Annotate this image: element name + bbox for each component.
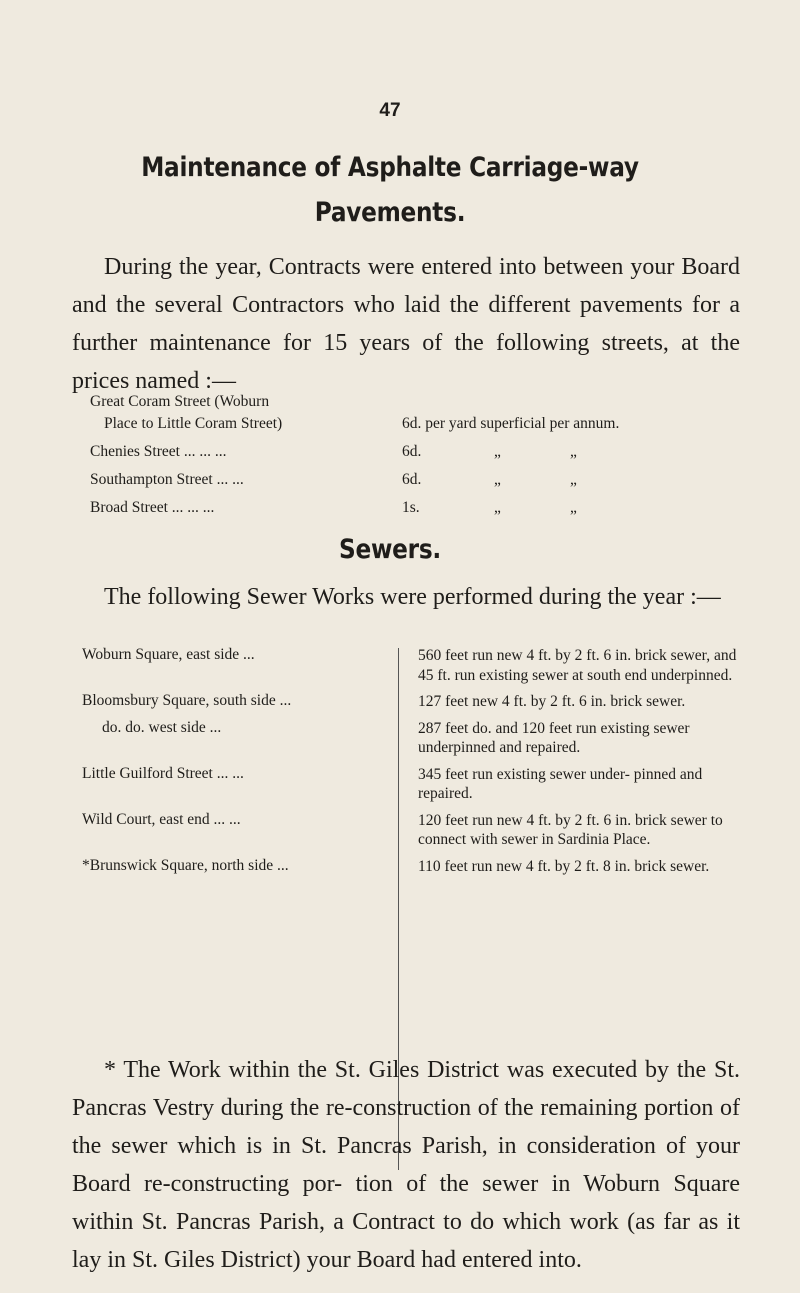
section-title-line-1: Maintenance of Asphalte Carriage-way [141,152,639,183]
price-row [90,415,770,443]
sewer-location: Little Guilford Street ... ... [82,764,244,782]
sewers-intro-text: The following Sewer Works were performed during the year :— [104,584,721,610]
price-value: 1s. [402,499,420,516]
sewer-works-table [72,646,752,883]
sewer-description: 287 feet do. and 120 feet run existing sewer underpinned and repaired. [418,719,690,756]
sewer-row [72,811,752,857]
price-value: 6d. [402,471,422,488]
section-title-line-2: Pavements. [314,197,466,228]
intro-paragraph-text: During the year, Contracts were entered into between your Board and the several Contractors who laid the different pavements for a further maintenance for 15 years of the following streets, at the prices named :— [72,254,740,394]
sewer-location: Woburn Square, east side ... [82,646,255,663]
price-street: Chenies Street ... ... ... [90,443,227,460]
sewers-heading: Sewers. [339,534,441,565]
sewer-description: 110 feet run new 4 ft. by 2 ft. 8 in. brick sewer. [418,857,710,875]
price-row [90,471,770,499]
footnote-paragraph [72,1051,740,1279]
sewer-row [72,646,752,692]
sewer-row [72,719,752,765]
page-number: 47 [379,100,401,121]
ditto-mark: „ [570,443,577,460]
sewers-intro [72,578,740,616]
price-row [90,443,770,471]
price-street: Broad Street ... ... ... [90,499,215,516]
price-list [90,393,770,527]
footnote-text: * The Work within the St. Giles District was executed by the St. Pancras Vestry during the re-construction of the remaining portion of the sewer which is in St. Pancras Parish, in consideration of your Board re-constructing por- tion of the sewer in Woburn Square within St. Pancras Parish, a Contract to do which work (as far as it lay in St. Giles District) your Board had entered into. [72,1057,740,1273]
sewer-location: *Brunswick Square, north side ... [82,856,289,874]
sewer-location: Wild Court, east end ... ... [82,810,241,828]
ditto-mark: „ [494,499,501,516]
sewer-description: 345 feet run existing sewer under- pinned and repaired. [418,765,703,802]
ditto-mark: „ [494,471,501,488]
sewer-row [72,765,752,811]
sewer-row [72,857,752,884]
ditto-mark: „ [494,443,501,460]
sewer-location: do. do. west side ... [102,718,222,736]
sewer-row [72,692,752,719]
price-row [90,499,770,527]
price-row [90,393,770,415]
price-value: 6d. per yard superficial per annum. [402,415,620,432]
price-street: Place to Little Coram Street) [104,415,283,432]
sewer-description: 127 feet new 4 ft. by 2 ft. 6 in. brick sewer. [418,693,686,710]
ditto-mark: „ [570,471,577,488]
intro-paragraph [72,248,740,400]
price-street: Southampton Street ... ... [90,471,244,488]
price-street: Great Coram Street (Woburn [90,393,270,410]
sewer-description: 560 feet run new 4 ft. by 2 ft. 6 in. brick sewer, and 45 ft. run existing sewer at south end underpinned. [418,647,737,684]
price-value: 6d. [402,443,422,460]
sewer-location: Bloomsbury Square, south side ... [82,692,292,709]
sewer-description: 120 feet run new 4 ft. by 2 ft. 6 in. brick sewer to connect with sewer in Sardinia Place. [418,811,723,848]
ditto-mark: „ [570,499,577,516]
